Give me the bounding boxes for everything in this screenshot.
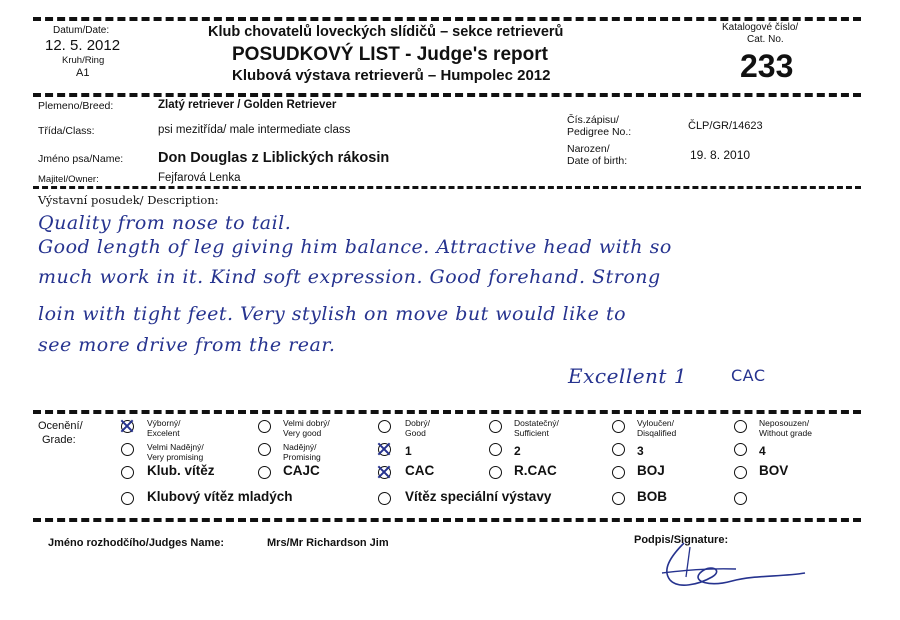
breed-label: Plemeno/Breed: — [38, 100, 114, 112]
place-3-label: 3 — [637, 444, 644, 458]
date-value: 12. 5. 2012 — [45, 37, 121, 54]
catalog-number: 233 — [740, 48, 794, 84]
judge-label: Jméno rozhodčího/Judges Name: — [48, 537, 225, 549]
ring-label: Kruh/Ring — [62, 55, 105, 66]
description-line: loin with tight feet. Very stylish on move but would like to — [38, 303, 627, 325]
place-3-checkbox[interactable] — [612, 443, 625, 456]
grade-excellent-label: Výborný/ Excelent — [147, 418, 181, 438]
catalog-label-2: Cat. No. — [747, 34, 784, 45]
bob-label: BOB — [637, 489, 667, 504]
grade-label-1: Ocenění/ — [38, 420, 83, 432]
pedigree-label-1: Čís.zápisu/ — [567, 114, 619, 126]
grade-sufficient-label: Dostatečný/ Sufficient — [514, 418, 559, 438]
club-junior-winner-label: Klubový vítěz mladých — [147, 489, 293, 504]
place-1-checkbox[interactable] — [378, 443, 391, 456]
bob-checkbox[interactable] — [612, 492, 625, 505]
grade-good-checkbox[interactable] — [378, 420, 391, 433]
signature-label: Podpis/Signature: — [634, 534, 729, 546]
cajc-label: CAJC — [283, 463, 320, 478]
date-label: Datum/Date: — [53, 25, 110, 36]
boj-label: BOJ — [637, 463, 665, 478]
birth-label-2: Date of birth: — [567, 155, 628, 167]
header-divider — [33, 93, 861, 97]
breed-value: Zlatý retriever / Golden Retriever — [158, 99, 337, 111]
place-2-checkbox[interactable] — [489, 443, 502, 456]
place-4-checkbox[interactable] — [734, 443, 747, 456]
very-promising-label: Velmi Nadějný/ Very promising — [147, 442, 204, 462]
cac-checkbox[interactable] — [378, 466, 391, 479]
grade-sufficient-checkbox[interactable] — [489, 420, 502, 433]
special-show-winner-label: Vítěz speciální výstavy — [405, 489, 552, 504]
judge-signature — [640, 535, 840, 595]
owner-value: Fejfarová Lenka — [158, 172, 241, 184]
very-promising-checkbox[interactable] — [121, 443, 134, 456]
name-label: Jméno psa/Name: — [38, 153, 124, 165]
place-1-label: 1 — [405, 444, 412, 458]
birth-label-1: Narozen/ — [567, 143, 610, 155]
description-line: much work in it. Kind soft expression. Good forehand. Strong — [38, 266, 661, 288]
bov-checkbox[interactable] — [734, 466, 747, 479]
description-line: Quality from nose to tail. — [38, 212, 292, 234]
boj-checkbox[interactable] — [612, 466, 625, 479]
description-line: see more drive from the rear. — [38, 334, 336, 356]
catalog-label-1: Katalogové číslo/ — [722, 22, 799, 33]
cajc-checkbox[interactable] — [258, 466, 271, 479]
class-label: Třída/Class: — [38, 125, 95, 137]
bov-label: BOV — [759, 463, 789, 478]
owner-label: Majitel/Owner: — [38, 174, 99, 185]
promising-checkbox[interactable] — [258, 443, 271, 456]
club-name: Klub chovatelů loveckých slídičů – sekce retrieverů — [208, 24, 564, 40]
rcac-label: R.CAC — [514, 463, 557, 478]
grade-very-good-label: Velmi dobrý/ Very good — [283, 418, 330, 438]
club-winner-checkbox[interactable] — [121, 466, 134, 479]
ring-value: A1 — [76, 67, 90, 79]
birth-value: 19. 8. 2010 — [690, 148, 751, 162]
club-junior-winner-checkbox[interactable] — [121, 492, 134, 505]
pedigree-label-2: Pedigree No.: — [567, 126, 632, 138]
cac-label: CAC — [405, 463, 435, 478]
judge-value: Mrs/Mr Richardson Jim — [267, 537, 389, 549]
top-border — [33, 17, 861, 21]
grade-label-2: Grade: — [42, 434, 76, 446]
grade-good-label: Dobrý/ Good — [405, 418, 431, 438]
special-show-winner-checkbox[interactable] — [378, 492, 391, 505]
result-award: CAC — [731, 366, 766, 385]
grade-excellent-checkbox[interactable] — [121, 420, 134, 433]
dog-name-value: Don Douglas z Liblických rákosin — [158, 150, 390, 166]
description-label: Výstavní posudek/ Description: — [38, 193, 219, 207]
empty-option-checkbox[interactable] — [734, 492, 747, 505]
result-grade: Excellent 1 — [568, 364, 688, 388]
class-value: psi mezitřída/ male intermediate class — [158, 124, 351, 136]
grade-disqualified-label: Vyloučen/ Disqalified — [637, 418, 677, 438]
footer-divider — [33, 518, 861, 522]
place-4-label: 4 — [759, 444, 766, 458]
grade-without-label: Neposouzen/ Without grade — [759, 418, 812, 438]
grade-divider — [33, 410, 861, 414]
grade-disqualified-checkbox[interactable] — [612, 420, 625, 433]
rcac-checkbox[interactable] — [489, 466, 502, 479]
pedigree-value: ČLP/GR/14623 — [688, 120, 763, 132]
grade-very-good-checkbox[interactable] — [258, 420, 271, 433]
place-2-label: 2 — [514, 444, 521, 458]
description-line: Good length of leg giving him balance. Attractive head with so — [38, 236, 672, 258]
club-winner-label: Klub. vítěz — [147, 463, 215, 478]
dog-info-divider — [33, 186, 861, 189]
promising-label: Nadějný/ Promising — [283, 442, 321, 462]
page-subtitle: Klubová výstava retrieverů – Humpolec 2012 — [232, 67, 551, 84]
grade-without-checkbox[interactable] — [734, 420, 747, 433]
page-title: POSUDKOVÝ LIST - Judge's report — [232, 44, 548, 65]
